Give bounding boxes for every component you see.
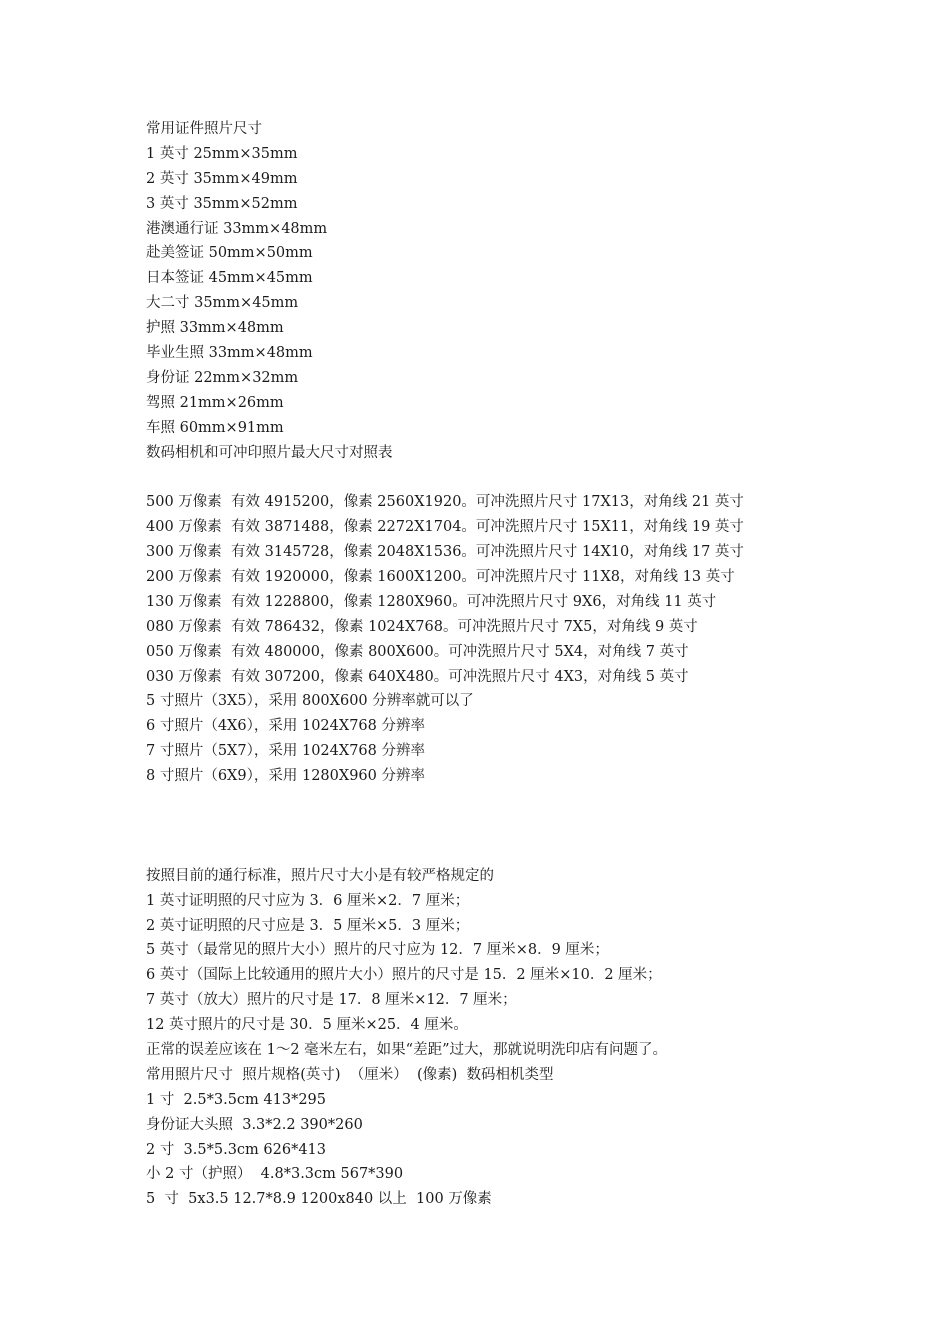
text-line: 5 英寸（最常见的照片大小）照片的尺寸应为 12．7 厘米×8．9 厘米； (146, 942, 609, 959)
text-line: 车照 60mm×91mm (146, 419, 284, 436)
text-line: 080 万像素 有效 786432，像素 1024X768。可冲洗照片尺寸 7X5，对角线 9 英寸 (146, 618, 698, 635)
text-line: 030 万像素 有效 307200，像素 640X480。可冲洗照片尺寸 4X3，对角线 5 英寸 (146, 668, 689, 685)
text-line: 6 寸照片（4X6），采用 1024X768 分辨率 (146, 718, 425, 735)
text-line: 大二寸 35mm×45mm (146, 295, 299, 312)
id-photo-size-section (146, 117, 926, 465)
text-line: 6 英寸（国际上比较通用的照片大小）照片的尺寸是 15．2 厘米×10．2 厘米； (146, 967, 662, 984)
text-line: 正常的误差应该在 1～2 毫米左右，如果“差距”过大，那就说明洗印店有问题了。 (146, 1041, 667, 1058)
text-line: 身份证 22mm×32mm (146, 369, 299, 386)
text-line: 日本签证 45mm×45mm (146, 270, 313, 287)
blank-space (146, 789, 926, 864)
text-line: 常用照片尺寸 照片规格(英寸) （厘米） (像素) 数码相机类型 (146, 1066, 554, 1083)
camera-print-size-section (146, 490, 926, 789)
text-line: 7 英寸（放大）照片的尺寸是 17．8 厘米×12．7 厘米； (146, 992, 517, 1009)
text-line: 按照目前的通行标准，照片尺寸大小是有较严格规定的 (146, 867, 494, 884)
text-line: 7 寸照片（5X7），采用 1024X768 分辨率 (146, 743, 425, 760)
text-line: 5 寸照片（3X5），采用 800X600 分辨率就可以了 (146, 693, 474, 710)
text-line: 200 万像素 有效 1920000，像素 1600X1200。可冲洗照片尺寸 11X8，对角线 13 英寸 (146, 569, 735, 586)
text-line: 400 万像素 有效 3871488，像素 2272X1704。可冲洗照片尺寸 15X11，对角线 19 英寸 (146, 519, 744, 536)
text-line: 2 英寸证明照的尺寸应是 3．5 厘米×5．3 厘米； (146, 917, 470, 934)
text-line: 12 英寸照片的尺寸是 30．5 厘米×25．4 厘米。 (146, 1017, 468, 1034)
text-line: 300 万像素 有效 3145728，像素 2048X1536。可冲洗照片尺寸 14X10，对角线 17 英寸 (146, 544, 744, 561)
text-line: 毕业生照 33mm×48mm (146, 345, 313, 362)
text-line: 1 英寸证明照的尺寸应为 3．6 厘米×2．7 厘米； (146, 892, 470, 909)
text-line: 1 英寸 25mm×35mm (146, 145, 298, 162)
text-line: 1 寸 2.5*3.5cm 413*295 (146, 1091, 327, 1108)
text-line: 港澳通行证 33mm×48mm (146, 220, 328, 237)
text-line: 赴美签证 50mm×50mm (146, 245, 313, 262)
text-line: 数码相机和可冲印照片最大尺寸对照表 (146, 444, 393, 461)
text-line: 130 万像素 有效 1228800，像素 1280X960。可冲洗照片尺寸 9X6，对角线 11 英寸 (146, 593, 717, 610)
section-title: 常用证件照片尺寸 (146, 121, 262, 137)
text-line: 2 寸 3.5*5.3cm 626*413 (146, 1141, 327, 1158)
text-line: 驾照 21mm×26mm (146, 394, 284, 411)
text-line: 5 寸 5x3.5 12.7*8.9 1200x840 以上 100 万像素 (146, 1191, 492, 1208)
document-page (146, 117, 926, 1212)
text-line: 身份证大头照 3.3*2.2 390*260 (146, 1116, 363, 1133)
text-line: 小 2 寸（护照） 4.8*3.3cm 567*390 (146, 1166, 404, 1183)
text-line: 护照 33mm×48mm (146, 320, 284, 337)
photo-standard-section (146, 864, 926, 1212)
text-line: 050 万像素 有效 480000，像素 800X600。可冲洗照片尺寸 5X4，对角线 7 英寸 (146, 643, 689, 660)
blank-line (146, 465, 926, 490)
text-line: 8 寸照片（6X9），采用 1280X960 分辨率 (146, 768, 425, 785)
text-line: 500 万像素 有效 4915200，像素 2560X1920。可冲洗照片尺寸 17X13，对角线 21 英寸 (146, 494, 744, 511)
text-line: 2 英寸 35mm×49mm (146, 170, 298, 187)
text-line: 3 英寸 35mm×52mm (146, 195, 298, 212)
